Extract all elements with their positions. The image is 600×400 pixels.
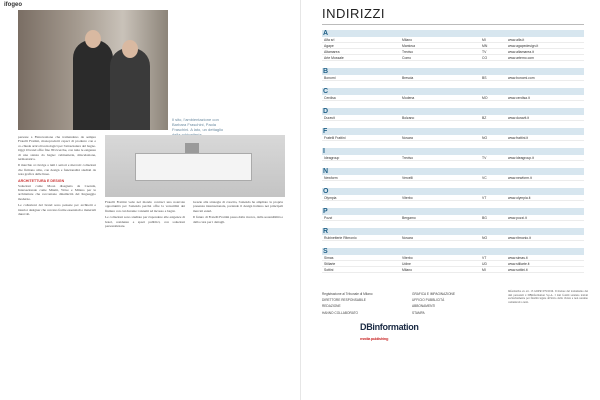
directory-row bbox=[322, 96, 584, 101]
letter-band-r: R bbox=[322, 228, 584, 235]
directory-prov: MN bbox=[482, 44, 488, 48]
directory-prov: TV bbox=[482, 50, 487, 54]
directory-name: Sottini bbox=[324, 268, 334, 272]
directory-row bbox=[322, 76, 584, 81]
directory-row bbox=[322, 262, 584, 267]
directory-name: Agape bbox=[324, 44, 334, 48]
portrait-photo bbox=[18, 10, 168, 130]
directory-name: Stiliarte bbox=[324, 262, 336, 266]
section-heading: ARCHITETTURA E DESIGN bbox=[18, 178, 65, 183]
magazine-brand: ifogeo bbox=[4, 2, 22, 8]
directory-name: Rubinetterie Ritmonio bbox=[324, 236, 357, 240]
article-column-2: Fratelli Frattini vede nel mondo contract una notevole opportunità per l'azienda perché offre la versatilità dei finiture con cui durante i sistemi ad incasso e bagni. Le collezioni sono studiate per rispondere alle esigenze di hotel, residenze e spazi pubblici, con soluzioni personalizzate. bbox=[105, 200, 185, 229]
directory-web[interactable]: www.pozzi.it bbox=[508, 216, 527, 220]
directory-name: Newform bbox=[324, 176, 338, 180]
right-page bbox=[300, 0, 600, 400]
directory-row bbox=[322, 44, 584, 49]
directory-city: Bergamo bbox=[402, 216, 416, 220]
directory-city: Bolzano bbox=[402, 116, 415, 120]
masthead-info-1: Registrazione al Tribunale di Milano DIRETTORE RESPONSABILE REDAZIONE HANNO COLLABORATO bbox=[322, 292, 373, 315]
directory-city: Brescia bbox=[402, 76, 414, 80]
legal-notice: Informativa ex art. 13 GDPR 679/2016. Il titolare del trattamento dei dati personali è DBInformation S.p.A. I dati forniti saranno trattati esclusivamente per finalità legate all'invio della rivista e non saranno comunicati a terzi. bbox=[508, 290, 588, 304]
letter-band-a: A bbox=[322, 30, 584, 37]
title-rule bbox=[322, 24, 584, 25]
directory-city: Modena bbox=[402, 96, 415, 100]
directory-city: Milano bbox=[402, 38, 412, 42]
directory-city: Udine bbox=[402, 262, 411, 266]
directory-web[interactable]: www.bonomi.com bbox=[508, 76, 535, 80]
letter-band-d: D bbox=[322, 108, 584, 115]
directory-prov: VC bbox=[482, 176, 487, 180]
directory-prov: CO bbox=[482, 56, 488, 60]
directory-city: Novara bbox=[402, 136, 413, 140]
directory-row bbox=[322, 196, 584, 201]
page-title: INDIRIZZI bbox=[322, 6, 385, 21]
article-column-1: persone a Finnovazione che tramandano da sempre Fratelli Frattini, monoprodotti capaci di produrre con e co-chiede articoli tecnologici per l'attrezzatura del bagno. Oggi il brand offre fino 80 ricerche, con tutte le esigenze di una stanza da bagno: rubinetteria, miscelazione, termostatica. Il marchio si rivolge a tutti i settori e mercati: collezioni che firmano stile, con design e funzionalità studiati da nota grafica delle linee. ARCHITETTURA E DESIGN Soluzioni come Moon disegnata da Caerula, Intersezionale come Miami, Wave e Milano per le architetture che raccontano dinamicità del linguaggio moderno. Le collezioni del brand sono pensate per architetti e interior designer che cercano forme essenziali e materiali durevoli. bbox=[18, 135, 96, 217]
directory-row bbox=[322, 216, 584, 221]
directory-city: Treviso bbox=[402, 156, 413, 160]
directory-name: Simas bbox=[324, 256, 334, 260]
directory-web[interactable]: www.agapedesign.it bbox=[508, 44, 539, 48]
directory-web[interactable]: www.cerdisa.it bbox=[508, 96, 530, 100]
directory-city: Milano bbox=[402, 268, 412, 272]
directory-web[interactable]: www.sottini.it bbox=[508, 268, 528, 272]
directory-web[interactable]: www.artemo.com bbox=[508, 56, 535, 60]
directory-web[interactable]: www.ritmonio.it bbox=[508, 236, 531, 240]
directory-web[interactable]: www.duravit.it bbox=[508, 116, 529, 120]
letter-band-c: C bbox=[322, 88, 584, 95]
directory-web[interactable]: www.altamarea.it bbox=[508, 50, 534, 54]
directory-city: Treviso bbox=[402, 50, 413, 54]
directory-name: Alfa srl bbox=[324, 38, 335, 42]
directory-name: Fratelli Frattini bbox=[324, 136, 346, 140]
masthead-info-2: GRAFICA E IMPAGINAZIONE UFFICIO PUBBLICITÀ ABBONAMENTI STAMPA bbox=[412, 292, 455, 315]
directory-prov: NO bbox=[482, 136, 488, 140]
letter-band-o: O bbox=[322, 188, 584, 195]
letter-band-s: S bbox=[322, 248, 584, 255]
directory-name: Altamarea bbox=[324, 50, 340, 54]
directory-city: Mantova bbox=[402, 44, 416, 48]
directory-prov: MI bbox=[482, 38, 486, 42]
directory-web[interactable]: www.simas.it bbox=[508, 256, 528, 260]
directory-web[interactable]: www.ideagroup.it bbox=[508, 156, 534, 160]
directory-row bbox=[322, 268, 584, 273]
letter-band-b: B bbox=[322, 68, 584, 75]
letter-band-f: F bbox=[322, 128, 584, 135]
directory-row bbox=[322, 256, 584, 261]
directory-name: Olympia bbox=[324, 196, 337, 200]
directory-name: Pozzi bbox=[324, 216, 333, 220]
article-column-3: Grazie alla strategia di crescita, l'azienda ha ampliato la propria presenza internazionale, portando il design italiano nei principali mercati esteri. Il futuro di Fratelli Frattini passa dalla ricerca, dalla sostenibilità e dalla cura per i dettagli. bbox=[193, 200, 283, 224]
directory-prov: VT bbox=[482, 196, 487, 200]
directory-row bbox=[322, 156, 584, 161]
directory-name: Ideagroup bbox=[324, 156, 340, 160]
directory-web[interactable]: www.alfa.it bbox=[508, 38, 525, 42]
directory-row bbox=[322, 236, 584, 241]
directory-prov: BS bbox=[482, 76, 487, 80]
directory-row bbox=[322, 116, 584, 121]
directory-prov: MI bbox=[482, 268, 486, 272]
directory-city: Viterbo bbox=[402, 196, 413, 200]
directory-prov: UD bbox=[482, 262, 487, 266]
directory-name: Arte Mossale bbox=[324, 56, 344, 60]
directory-row bbox=[322, 50, 584, 55]
directory-prov: BZ bbox=[482, 116, 487, 120]
directory-web[interactable]: www.olympia.it bbox=[508, 196, 531, 200]
publisher-logo: DBinformation media publishing bbox=[360, 322, 419, 341]
directory-web[interactable]: www.newform.it bbox=[508, 176, 532, 180]
directory-row bbox=[322, 38, 584, 43]
letter-band-n: N bbox=[322, 168, 584, 175]
directory-web[interactable]: www.stiliarte.it bbox=[508, 262, 530, 266]
directory-city: Novara bbox=[402, 236, 413, 240]
directory-prov: VT bbox=[482, 256, 487, 260]
photo-caption: Il sito, l'ambientazione con Barbara Fraschini, Paola Fraschini. A lato, un dettaglio bbox=[172, 117, 224, 132]
directory-name: Cerdisa bbox=[324, 96, 336, 100]
directory-name: Bonomi bbox=[324, 76, 336, 80]
directory-prov: BG bbox=[482, 216, 487, 220]
directory-row bbox=[322, 136, 584, 141]
letter-band-p: P bbox=[322, 208, 584, 215]
letter-band-i: I bbox=[322, 148, 584, 155]
directory-city: Viterbo bbox=[402, 256, 413, 260]
directory-city: Como bbox=[402, 56, 412, 60]
directory-prov: MO bbox=[482, 96, 488, 100]
directory-web[interactable]: www.frattini.it bbox=[508, 136, 528, 140]
directory-name: Duravit bbox=[324, 116, 335, 120]
directory-prov: TV bbox=[482, 156, 487, 160]
directory-row bbox=[322, 56, 584, 61]
directory-city: Vercelli bbox=[402, 176, 413, 180]
bathroom-photo bbox=[105, 135, 285, 197]
directory-prov: NO bbox=[482, 236, 488, 240]
directory-row bbox=[322, 176, 584, 181]
